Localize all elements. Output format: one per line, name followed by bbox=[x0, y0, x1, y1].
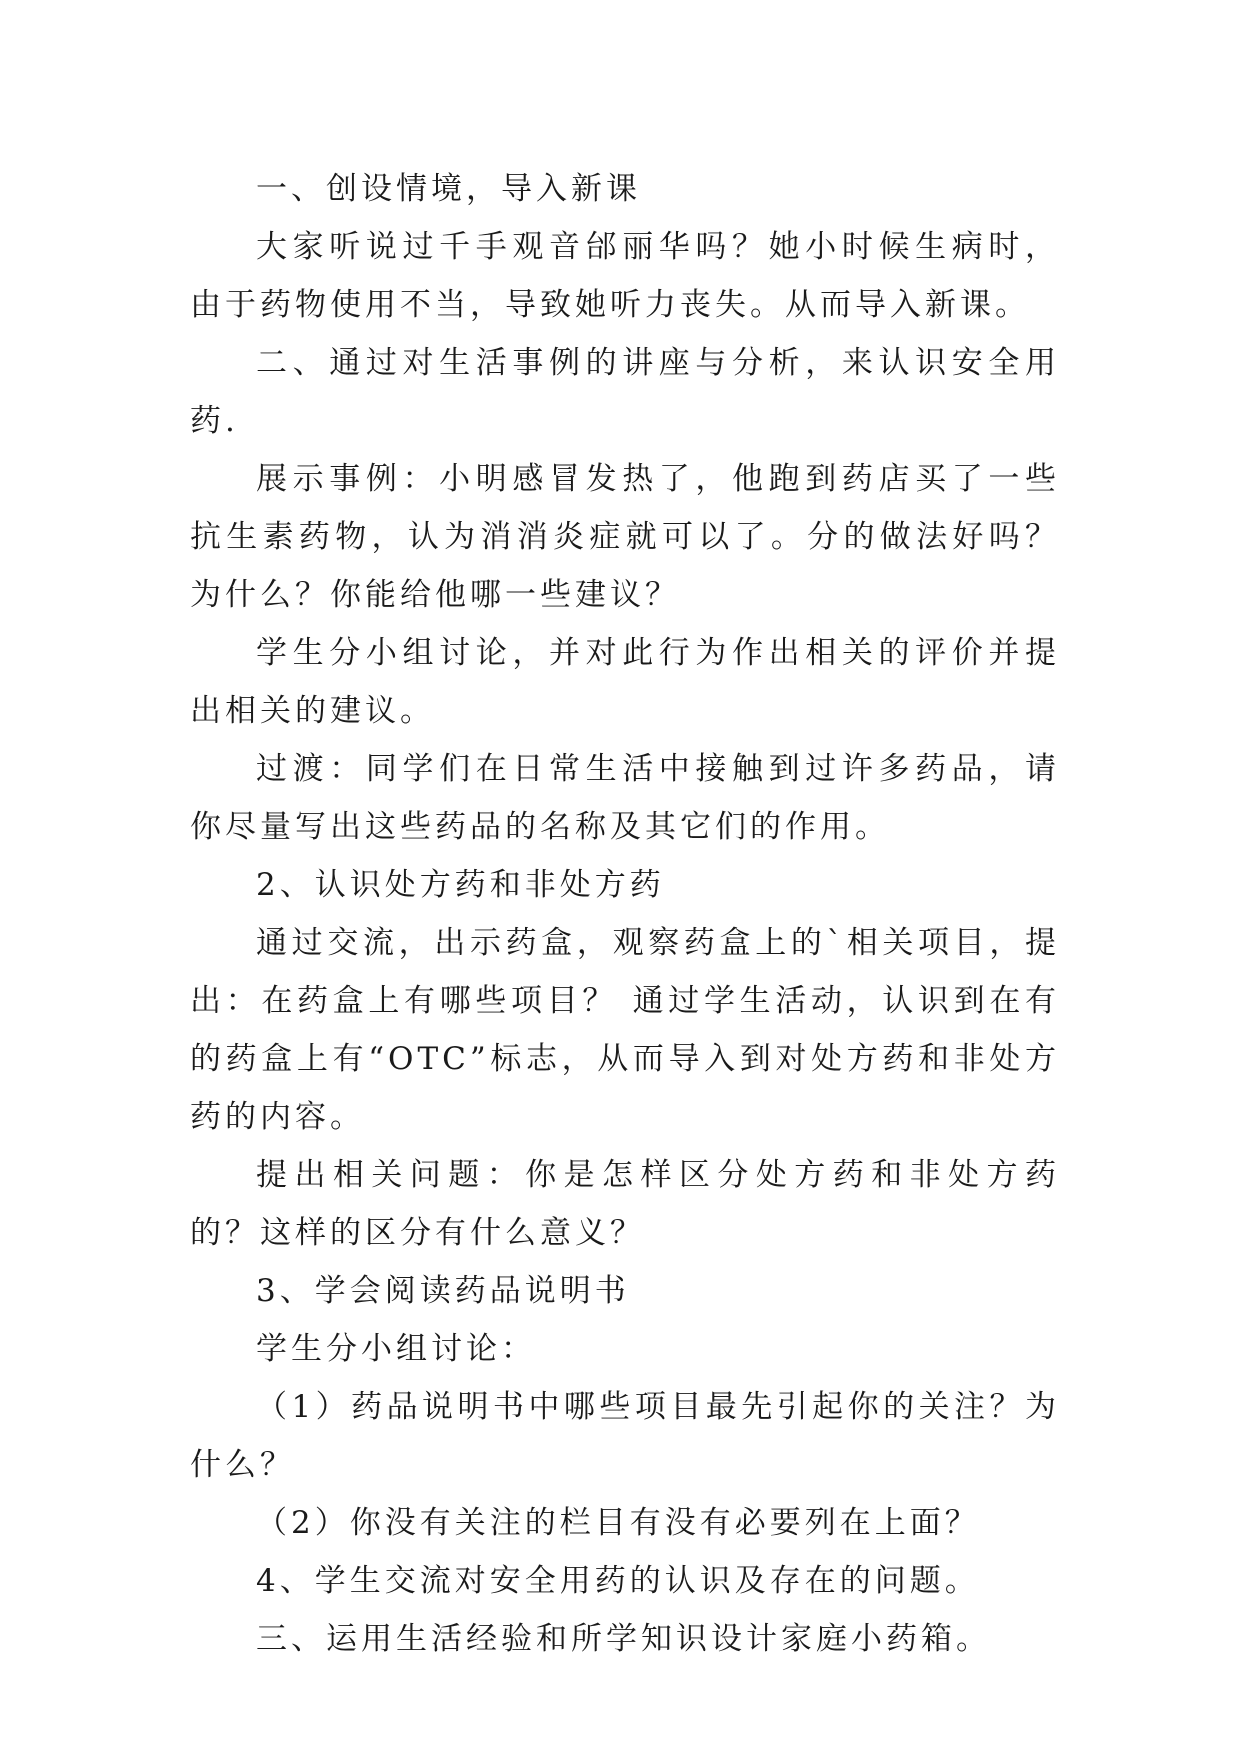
subheading-3: 3、学会阅读药品说明书 bbox=[256, 1273, 630, 1309]
list-item-1: （1）药品说明书中哪些项目最先引起你的关注？为什么？ bbox=[190, 1389, 1060, 1483]
list-item-2: （2）你没有关注的栏目有没有必要列在上面？ bbox=[256, 1505, 980, 1541]
paragraph-transition: 过渡：同学们在日常生活中接触到过许多药品，请你尽量写出这些药品的名称及其它们的作用。 bbox=[190, 751, 1060, 845]
paragraph-otc: 通过交流，出示药盒，观察药盒上的`相关项目，提出：在药盒上有哪些项目？ 通过学生活动，认识到在有的药盒上有“OTC”标志，从而导入到对处方药和非处方药的内容。 bbox=[190, 925, 1060, 1135]
paragraph-example: 展示事例：小明感冒发热了，他跑到药店买了一些抗生素药物，认为消消炎症就可以了。分的做法好吗？为什么？你能给他哪一些建议？ bbox=[190, 461, 1060, 613]
subheading-4: 4、学生交流对安全用药的认识及存在的问题。 bbox=[256, 1563, 980, 1599]
paragraph-group-discussion: 学生分小组讨论： bbox=[256, 1331, 536, 1367]
paragraph-questions: 提出相关问题：你是怎样区分处方药和非处方药的？这样的区分有什么意义？ bbox=[190, 1157, 1060, 1251]
section-heading-2: 二、通过对生活事例的讲座与分析，来认识安全用药. bbox=[190, 345, 1060, 439]
document-body bbox=[190, 160, 1060, 1668]
paragraph-discussion: 学生分小组讨论，并对此行为作出相关的评价并提出相关的建议。 bbox=[190, 635, 1060, 729]
section-heading-1: 一、创设情境，导入新课 bbox=[256, 171, 641, 207]
paragraph-intro: 大家听说过千手观音邰丽华吗？她小时候生病时，由于药物使用不当，导致她听力丧失。从而导入新课。 bbox=[190, 229, 1060, 323]
section-heading-3: 三、运用生活经验和所学知识设计家庭小药箱。 bbox=[256, 1621, 991, 1657]
subheading-2: 2、认识处方药和非处方药 bbox=[256, 867, 665, 903]
